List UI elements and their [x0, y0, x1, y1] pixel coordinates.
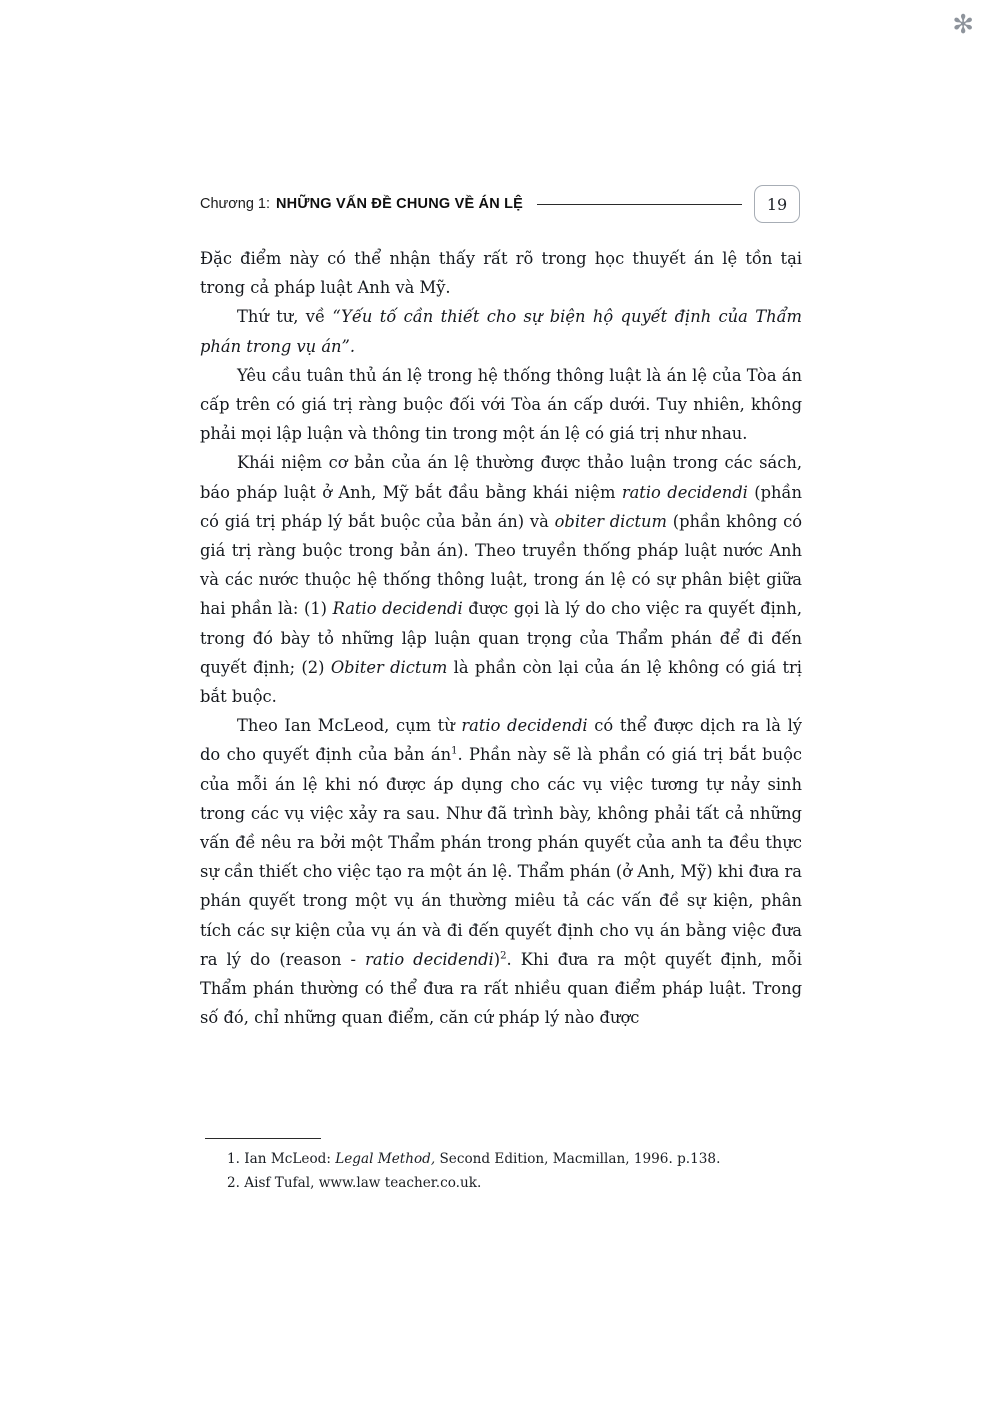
chapter-prefix: Chương 1: — [200, 196, 271, 212]
paragraph-3: Yêu cầu tuân thủ án lệ trong hệ thống thông luật là án lệ của Tòa án cấp trên có giá trị ràng buộc đối với Tòa án cấp dưới. Tuy nhiên, không phải mọi lập luận và thông tin trong một án lệ có giá trị như nhau. — [200, 365, 802, 444]
paragraph-5: Theo Ian McLeod, cụm từ ratio decidendi có thể được dịch ra là lý do cho quyết định của bản $án^1$. Phần này sẽ là phần có giá trị bắt buộc của mỗi án lệ khi nó được áp dụng cho các vụ việc tương tự nảy sinh trong các vụ việc xảy ra sau. Như đã trình bày, không phải tất cả những vấn đề nêu ra bởi một Thẩm phán trong phán quyết của anh ta đều thực sự cần thiết cho việc tạo ra một án lệ. Thẩm phán (ở Anh, Mỹ) khi đưa ra phán quyết trong một vụ án thường miêu tả các vấn đề sự kiện, phân tích các sự kiện của vụ án và đi đến quyết định cho vụ án bằng việc đưa ra lý do (reason - ratio decidendi)$^2$. Khi đưa ra một quyết định, mỗi Thẩm phán thường có thể đưa ra rất nhiều quan điểm pháp luật. Trong số đó, chỉ những quan điểm, căn cứ pháp lý nào được — [200, 716, 802, 1028]
footnote-2: 2. Aisf Tufal, www.law teacher.co.uk. — [227, 1174, 482, 1191]
chapter-header — [200, 185, 800, 223]
footnote-separator-rule — [205, 1138, 321, 1139]
paragraph-4: Khái niệm cơ bản của án lệ thường được thảo luận trong các sách, báo pháp luật ở Anh, Mỹ bắt đầu bằng khái niệm ratio decidendi (phần có giá trị pháp lý bắt buộc của bản án) và obiter dictum (phần không có giá trị ràng buộc trong bản án). Theo truyền thống pháp luật nước Anh và các nước thuộc hệ thống thông luật, trong án lệ có sự phân biệt giữa hai phần là: (1) Ratio decidendi được gọi là lý do cho việc ra quyết định, trong đó bày tỏ những lập luận quan trọng của Thẩm phán để đi đến quyết định; (2) Obiter dictum là phần còn lại của án lệ không có giá trị bắt buộc. — [200, 453, 803, 707]
page-number-box — [754, 185, 800, 223]
body-text — [200, 244, 802, 1032]
footnote-1: 1. Ian McLeod: Legal Method, Second Edition, Macmillan, 1996. p.138. — [227, 1151, 721, 1167]
flower-icon: ✻ — [952, 10, 974, 39]
header-rule — [537, 204, 742, 205]
paragraph-2: Thứ tư, về “Yếu tố cần thiết cho sự biện hộ quyết định của Thẩm phán trong vụ án”. — [200, 307, 802, 356]
chapter-title: NHỮNG VẤN ĐỀ CHUNG VỀ ÁN LỆ — [276, 196, 524, 212]
paragraph-1: Đặc điểm này có thể nhận thấy rất rõ trong học thuyết án lệ tồn tại trong cả pháp luật Anh và Mỹ. — [200, 249, 802, 298]
page-number: 19 — [766, 194, 788, 214]
footnotes-section — [205, 1138, 805, 1196]
